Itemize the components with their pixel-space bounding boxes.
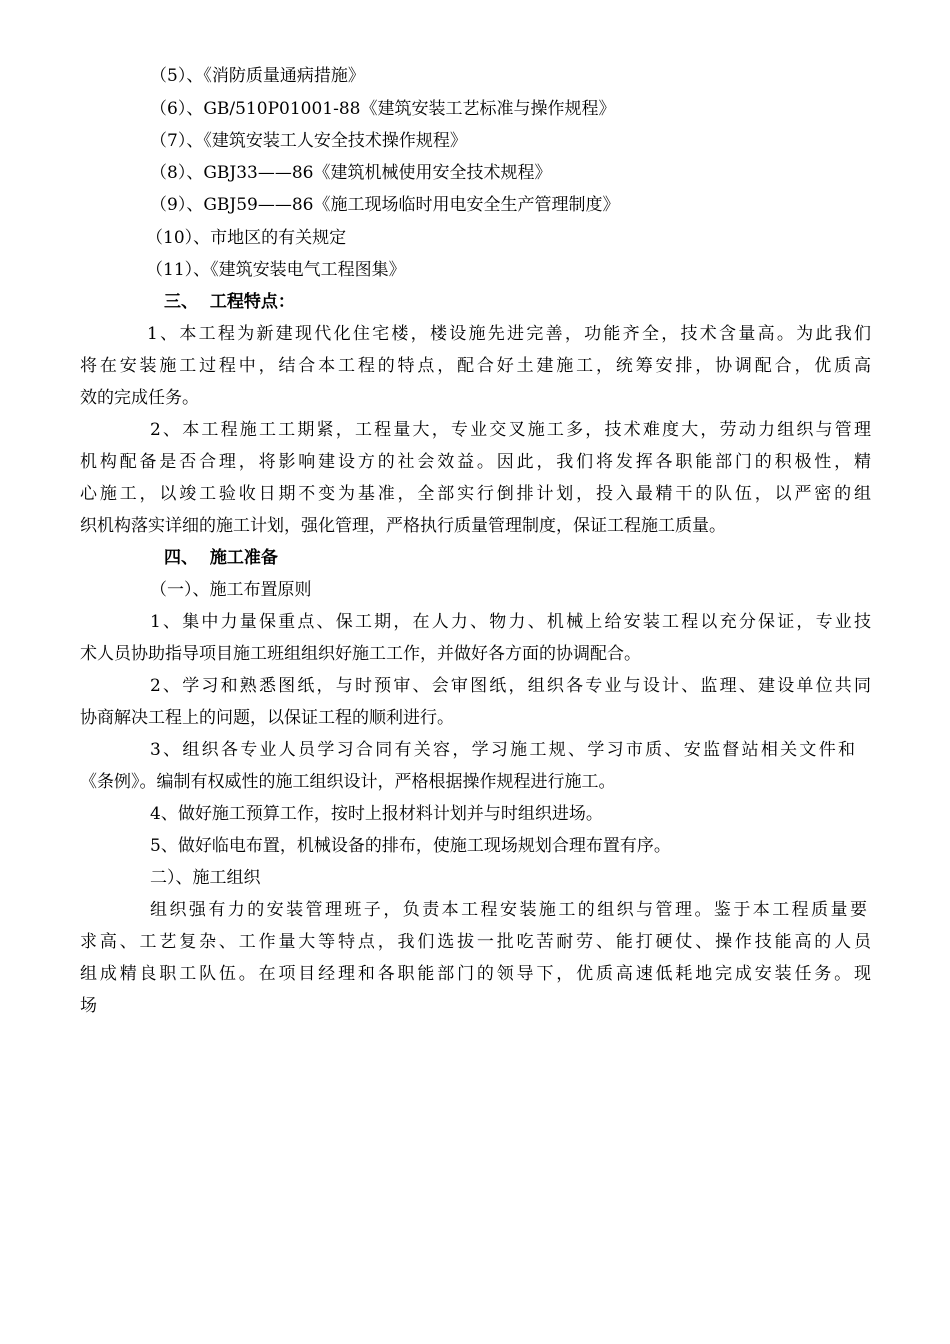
section-heading-construction-preparation: 四、 施工准备 bbox=[164, 548, 278, 568]
reference-item-6: （6）、GB/510P01001-88《建筑安装工艺标准与操作规程》 bbox=[150, 99, 616, 119]
paragraph-line: 效的完成任务。 bbox=[80, 388, 199, 408]
paragraph-line: 将在安装施工过程中，结合本工程的特点，配合好土建施工，统筹安排，协调配合，优质高 bbox=[80, 356, 871, 376]
list-item-line: 《条例》。编制有权威性的施工组织设计，严格根据操作规程进行施工。 bbox=[80, 772, 616, 792]
paragraph-line: 心施工，以竣工验收日期不变为基准，全部实行倒排计划，投入最精干的队伍，以严密的组 bbox=[80, 484, 871, 504]
subsection-heading-layout-principles: （一）、施工布置原则 bbox=[150, 580, 312, 600]
reference-item-7: （7）、《建筑安装工人安全技术操作规程》 bbox=[150, 131, 467, 151]
list-item-line: 3、组织各专业人员学习合同有关容，学习施工规、学习市质、安监督站相关文件和 bbox=[150, 740, 855, 760]
paragraph-line: 求高、工艺复杂、工作量大等特点，我们选拔一批吃苦耐劳、能打硬仗、操作技能高的人员 bbox=[80, 932, 871, 952]
reference-item-5: （5）、《消防质量通病措施》 bbox=[150, 66, 365, 86]
paragraph-line: 组织强有力的安装管理班子，负责本工程安装施工的组织与管理。鉴于本工程质量要 bbox=[150, 900, 867, 920]
subsection-heading-construction-organization: 二）、施工组织 bbox=[150, 868, 261, 888]
section-heading-project-features: 三、 工程特点： bbox=[164, 292, 295, 312]
reference-item-9: （9）、GBJ59——86《施工现场临时用电安全生产管理制度》 bbox=[150, 195, 620, 215]
paragraph-line: 组成精良职工队伍。在项目经理和各职能部门的领导下，优质高速低耗地完成安装任务。现 bbox=[80, 964, 871, 984]
list-item-line: 术人员协助指导项目施工班组组织好施工工作，并做好各方面的协调配合。 bbox=[80, 644, 641, 664]
paragraph-line: 1、本工程为新建现代化住宅楼，楼设施先进完善，功能齐全，技术含量高。为此我们 bbox=[147, 324, 871, 344]
paragraph-line: 2、本工程施工工期紧，工程量大，专业交叉施工多，技术难度大，劳动力组织与管理 bbox=[150, 420, 871, 440]
paragraph-line: 机构配备是否合理，将影响建设方的社会效益。因此，我们将发挥各职能部门的积极性，精 bbox=[80, 452, 871, 472]
list-item-line: 协商解决工程上的问题，以保证工程的顺利进行。 bbox=[80, 708, 454, 728]
paragraph-line: 织机构落实详细的施工计划，强化管理，严格执行质量管理制度，保证工程施工质量。 bbox=[80, 516, 726, 536]
list-item-line: 1、集中力量保重点、保工期，在人力、物力、机械上给安装工程以充分保证，专业技 bbox=[150, 612, 871, 632]
list-item-line: 4、做好施工预算工作，按时上报材料计划并与时组织进场。 bbox=[150, 804, 603, 824]
list-item-line: 5、做好临电布置，机械设备的排布，使施工现场规划合理布置有序。 bbox=[150, 836, 671, 856]
list-item-line: 2、学习和熟悉图纸，与时预审、会审图纸，组织各专业与设计、监理、建设单位共同 bbox=[150, 676, 871, 696]
reference-item-11: （11）、《建筑安装电气工程图集》 bbox=[146, 260, 406, 280]
paragraph-line: 场 bbox=[80, 996, 97, 1016]
reference-item-8: （8）、GBJ33——86《建筑机械使用安全技术规程》 bbox=[150, 163, 552, 183]
reference-item-10: （10）、市地区的有关规定 bbox=[146, 228, 347, 248]
